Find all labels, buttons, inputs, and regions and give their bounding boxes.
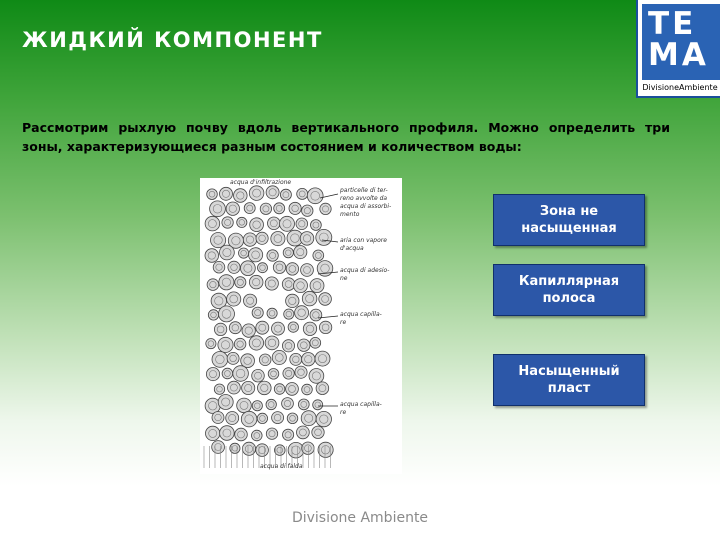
- soil-grain: [227, 292, 241, 306]
- soil-grain: [235, 428, 248, 441]
- soil-grain: [252, 307, 263, 318]
- soil-grain: [239, 248, 249, 258]
- soil-grain: [266, 186, 279, 199]
- slide-title: ЖИДКИЙ КОМПОНЕНТ: [22, 28, 323, 52]
- soil-grain: [205, 216, 220, 231]
- figure-label: ne: [340, 275, 348, 282]
- soil-grain: [256, 232, 268, 244]
- figure-label: reno avvolte da: [340, 195, 388, 202]
- soil-grain: [319, 293, 332, 306]
- soil-grain: [250, 218, 264, 232]
- soil-grain: [313, 250, 324, 261]
- soil-grain: [295, 306, 309, 320]
- soil-grain: [249, 186, 264, 201]
- tema-logo: [636, 0, 720, 98]
- soil-grain: [297, 188, 308, 199]
- soil-grain: [266, 399, 276, 409]
- soil-grain: [211, 233, 226, 248]
- soil-grain: [271, 232, 285, 246]
- soil-grain: [315, 351, 330, 366]
- figure-label: particelle di ter-: [340, 187, 388, 194]
- logo-line-2: MA: [648, 37, 709, 73]
- soil-grain: [237, 217, 247, 227]
- soil-grain: [310, 279, 324, 293]
- soil-grain: [234, 189, 248, 203]
- soil-grain: [214, 323, 226, 335]
- soil-grain: [228, 381, 241, 394]
- soil-grain: [286, 294, 299, 307]
- soil-grain: [226, 412, 239, 425]
- soil-grain: [283, 429, 294, 440]
- soil-profile-figure: [200, 178, 402, 474]
- soil-grain: [316, 411, 331, 426]
- zone-capillary-label: Капиллярная полоса: [518, 274, 620, 306]
- logo-subtitle: DivisioneAmbiente: [642, 83, 718, 92]
- soil-grain: [295, 366, 307, 378]
- soil-grain: [206, 368, 219, 381]
- soil-grain: [275, 445, 286, 456]
- soil-grain: [214, 384, 224, 394]
- soil-grain: [219, 306, 235, 322]
- soil-grain: [301, 411, 316, 426]
- soil-grain: [267, 250, 278, 261]
- soil-grain: [256, 321, 269, 334]
- soil-grain: [205, 249, 219, 263]
- soil-grain: [206, 339, 216, 349]
- soil-grain: [319, 321, 331, 333]
- soil-grain: [316, 229, 332, 245]
- soil-grain: [220, 426, 235, 441]
- figure-label: acqua di falda: [260, 463, 303, 470]
- soil-grain: [244, 294, 257, 307]
- soil-grain: [256, 444, 269, 457]
- figure-label: acqua d'infiltrazione: [230, 179, 292, 186]
- soil-grain: [260, 203, 271, 214]
- soil-grain: [310, 309, 322, 321]
- soil-grain: [268, 369, 279, 380]
- soil-grain: [318, 442, 333, 457]
- figure-label: aria con vapore: [340, 237, 387, 244]
- soil-grain: [265, 336, 279, 350]
- soil-grain: [213, 261, 225, 273]
- figure-label: acqua di adesio-: [340, 267, 390, 274]
- soil-grain: [249, 336, 263, 350]
- soil-grain: [267, 308, 277, 318]
- soil-grain: [302, 442, 314, 454]
- soil-grain: [244, 203, 255, 214]
- soil-grain: [313, 400, 323, 410]
- figure-label: re: [340, 319, 347, 326]
- soil-grain: [287, 413, 298, 424]
- soil-grain: [302, 205, 313, 216]
- soil-grain: [286, 383, 299, 396]
- soil-grain: [307, 188, 323, 204]
- soil-grain: [208, 310, 218, 320]
- zone-unsaturated-label: Зона не насыщенная: [521, 204, 617, 236]
- soil-grain: [302, 291, 317, 306]
- soil-grain: [207, 189, 218, 200]
- soil-grain: [312, 426, 324, 438]
- soil-grain: [283, 248, 293, 258]
- figure-label: mento: [340, 211, 360, 218]
- soil-grain: [309, 369, 324, 384]
- soil-grain: [219, 275, 234, 290]
- soil-grain: [257, 413, 267, 423]
- soil-grain: [220, 187, 233, 200]
- soil-grain: [212, 441, 225, 454]
- soil-grain: [242, 381, 255, 394]
- soil-grain: [302, 384, 313, 395]
- soil-grain: [212, 412, 224, 424]
- soil-grain: [243, 233, 256, 246]
- soil-grain: [290, 353, 302, 365]
- soil-grain: [283, 368, 294, 379]
- soil-grain: [272, 322, 285, 335]
- figure-label: d'acqua: [340, 245, 364, 252]
- figure-label: re: [340, 409, 347, 416]
- soil-grain: [286, 263, 298, 275]
- logo-line-1: TE: [648, 6, 697, 42]
- zone-capillary-button[interactable]: [493, 264, 645, 316]
- soil-grain: [233, 366, 249, 382]
- intro-paragraph: Рассмотрим рыхлую почву вдоль вертикального профиля. Можно определить три зоны, характеризующиеся разным состоянием и количеством воды:: [22, 120, 670, 154]
- soil-grain: [222, 368, 233, 379]
- soil-grain: [296, 218, 308, 230]
- soil-grain: [235, 277, 246, 288]
- soil-grain: [282, 340, 294, 352]
- soil-grain: [316, 382, 329, 395]
- footer-text: Divisione Ambiente: [291, 510, 429, 526]
- soil-grain: [320, 203, 331, 214]
- soil-grain: [206, 426, 220, 440]
- soil-grain: [301, 264, 314, 277]
- soil-grain: [303, 322, 316, 335]
- soil-grain: [241, 411, 257, 427]
- soil-grain: [212, 352, 228, 368]
- soil-grain: [282, 398, 294, 410]
- soil-grain: [242, 324, 255, 337]
- soil-grain: [259, 354, 271, 366]
- soil-grain: [241, 354, 255, 368]
- soil-grain: [249, 248, 263, 262]
- soil-grain: [241, 261, 256, 276]
- soil-grain: [237, 398, 252, 413]
- soil-grain: [228, 261, 240, 273]
- soil-grain: [297, 426, 310, 439]
- soil-grain: [288, 322, 298, 332]
- soil-grain: [210, 201, 226, 217]
- soil-grain: [252, 369, 265, 382]
- soil-grain: [207, 279, 219, 291]
- soil-grain: [222, 217, 233, 228]
- soil-grain: [266, 428, 277, 439]
- soil-grain: [226, 202, 239, 215]
- zone-saturated-label: Насыщенный пласт: [518, 364, 620, 396]
- soil-grain: [249, 275, 263, 289]
- soil-grain: [227, 352, 239, 364]
- figure-label: acqua capilla-: [340, 311, 382, 318]
- zone-saturated-button[interactable]: [493, 354, 645, 406]
- soil-grain: [218, 395, 233, 410]
- soil-grain: [284, 309, 294, 319]
- soil-profile-drawing: [200, 178, 402, 474]
- soil-grain: [265, 277, 278, 290]
- figure-label: acqua di assorbi-: [340, 203, 392, 210]
- soil-grain: [234, 338, 246, 350]
- soil-grain: [310, 337, 321, 348]
- soil-grain: [294, 246, 307, 259]
- soil-grain: [272, 412, 284, 424]
- soil-grain: [311, 220, 322, 231]
- zone-unsaturated-button[interactable]: [493, 194, 645, 246]
- soil-grain: [282, 278, 295, 291]
- soil-grain: [280, 216, 295, 231]
- soil-grain: [252, 430, 263, 441]
- soil-grain: [294, 279, 308, 293]
- soil-grain: [258, 263, 268, 273]
- soil-grain: [288, 442, 304, 458]
- soil-grain: [273, 261, 285, 273]
- figure-label: acqua capilla-: [340, 401, 382, 408]
- soil-grain: [302, 353, 315, 366]
- soil-grain: [252, 401, 262, 411]
- soil-grain: [268, 217, 281, 230]
- soil-grain: [274, 384, 285, 395]
- soil-grain: [272, 350, 286, 364]
- soil-grain: [300, 232, 314, 246]
- soil-grain: [258, 381, 272, 395]
- soil-grain: [289, 202, 301, 214]
- soil-grain: [298, 399, 309, 410]
- soil-grain: [274, 203, 285, 214]
- soil-grain: [218, 337, 233, 352]
- soil-grain: [229, 322, 241, 334]
- soil-grain: [220, 245, 235, 260]
- soil-grain: [298, 339, 310, 351]
- soil-grain: [280, 189, 291, 200]
